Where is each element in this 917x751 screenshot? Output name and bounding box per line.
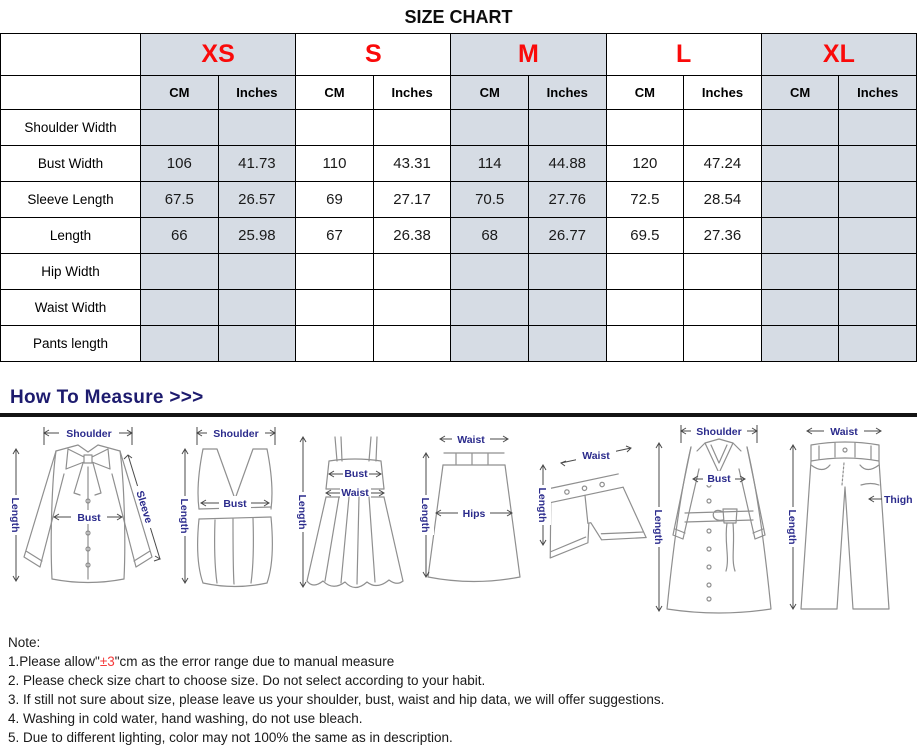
blouse-shoulder-label: Shoulder	[66, 428, 112, 440]
size-value-cell	[761, 110, 839, 146]
note-1-text: 1.Please allow"	[8, 654, 100, 669]
skirt-waist-label: Waist	[457, 434, 485, 446]
table-row-pants-length	[1, 326, 917, 362]
size-value-cell	[141, 326, 219, 362]
table-row-sleeve-length	[1, 182, 917, 218]
size-value-cell	[296, 254, 374, 290]
size-value-cell	[218, 290, 296, 326]
size-header-l: L	[606, 34, 761, 76]
shorts-length-label: Length	[535, 487, 548, 523]
skirt-diagram	[416, 419, 526, 619]
size-value-cell: 69	[296, 182, 374, 218]
notes-heading: Note:	[8, 635, 41, 650]
table-row-length	[1, 218, 917, 254]
size-value-cell	[684, 290, 762, 326]
size-value-cell	[761, 290, 839, 326]
size-value-cell	[528, 110, 606, 146]
size-value-cell	[373, 326, 451, 362]
size-value-cell: 26.38	[373, 218, 451, 254]
table-row-waist-width	[1, 290, 917, 326]
skirt-hips-label: Hips	[462, 508, 486, 520]
note-1-text-cont: "cm as the error range due to manual measure	[114, 654, 395, 669]
size-value-cell	[373, 254, 451, 290]
blouse-diagram	[4, 419, 174, 619]
size-value-cell	[839, 254, 917, 290]
unit-header-row	[1, 76, 917, 110]
size-value-cell: 27.17	[373, 182, 451, 218]
note-line-4: 4. Washing in cold water, hand washing, do not use bleach.	[8, 711, 363, 726]
how-to-measure-heading: How To Measure >>>	[10, 387, 204, 408]
tank-shoulder-label: Shoulder	[212, 428, 259, 440]
size-value-cell: 26.57	[218, 182, 296, 218]
size-value-cell: 25.98	[218, 218, 296, 254]
coat-length-label: Length	[652, 509, 665, 545]
size-value-cell: 110	[296, 146, 374, 182]
size-value-cell	[218, 326, 296, 362]
table-row-hip-width	[1, 254, 917, 290]
row-label: Hip Width	[1, 254, 141, 290]
unit-header-cm: CM	[606, 76, 684, 110]
size-header-row	[1, 34, 917, 76]
unit-header-inches: Inches	[218, 76, 296, 110]
size-value-cell	[839, 146, 917, 182]
size-value-cell: 27.76	[528, 182, 606, 218]
blouse-sleeve-label: Sleeve	[133, 489, 155, 525]
row-label: Bust Width	[1, 146, 141, 182]
size-value-cell	[373, 290, 451, 326]
unit-header-inches: Inches	[684, 76, 762, 110]
row-label: Length	[1, 218, 141, 254]
table-row-bust-width	[1, 146, 917, 182]
row-label: Shoulder Width	[1, 110, 141, 146]
tank-bust-label: Bust	[222, 498, 247, 510]
pants-diagram	[783, 419, 913, 619]
size-header-xs: XS	[141, 34, 296, 76]
size-value-cell: 27.36	[684, 218, 762, 254]
size-value-cell: 120	[606, 146, 684, 182]
size-value-cell	[373, 110, 451, 146]
corner-cell	[1, 76, 141, 110]
pants-waist-label: Waist	[830, 426, 858, 438]
shorts-waist-label: Waist	[581, 450, 610, 462]
note-line-2: 2. Please check size chart to choose size. Do not select according to your habit.	[8, 673, 486, 688]
size-value-cell	[296, 326, 374, 362]
size-value-cell	[839, 218, 917, 254]
size-value-cell	[141, 290, 219, 326]
size-value-cell	[684, 254, 762, 290]
size-value-cell	[528, 326, 606, 362]
size-value-cell: 72.5	[606, 182, 684, 218]
size-value-cell	[451, 110, 529, 146]
dress-diagram	[295, 419, 415, 619]
size-value-cell	[528, 254, 606, 290]
page-title: SIZE CHART	[404, 7, 513, 27]
row-label: Waist Width	[1, 290, 141, 326]
size-value-cell: 67.5	[141, 182, 219, 218]
notes-section	[8, 633, 917, 747]
size-value-cell	[761, 218, 839, 254]
size-value-cell	[761, 146, 839, 182]
size-value-cell: 106	[141, 146, 219, 182]
shorts-diagram	[527, 419, 647, 619]
pants-length-label: Length	[785, 509, 798, 545]
unit-header-inches: Inches	[373, 76, 451, 110]
size-value-cell	[218, 110, 296, 146]
size-value-cell	[761, 254, 839, 290]
size-value-cell: 41.73	[218, 146, 296, 182]
unit-header-inches: Inches	[528, 76, 606, 110]
size-value-cell: 44.88	[528, 146, 606, 182]
coat-diagram	[647, 419, 782, 619]
unit-header-cm: CM	[451, 76, 529, 110]
tank-length-label: Length	[177, 498, 190, 534]
size-value-cell	[451, 326, 529, 362]
row-label: Pants length	[1, 326, 141, 362]
size-value-cell	[451, 254, 529, 290]
skirt-length-label: Length	[418, 497, 431, 533]
note-line-1	[8, 652, 917, 671]
size-value-cell: 66	[141, 218, 219, 254]
size-value-cell: 43.31	[373, 146, 451, 182]
size-value-cell: 114	[451, 146, 529, 182]
size-chart-table	[0, 33, 917, 362]
size-value-cell	[141, 110, 219, 146]
blouse-length-label: Length	[9, 497, 21, 533]
size-value-cell	[141, 254, 219, 290]
size-value-cell	[296, 110, 374, 146]
size-value-cell	[606, 326, 684, 362]
note-error-range-value: ±3	[99, 654, 115, 669]
unit-header-cm: CM	[296, 76, 374, 110]
size-value-cell: 26.77	[528, 218, 606, 254]
unit-header-cm: CM	[141, 76, 219, 110]
tank-top-diagram	[175, 419, 295, 619]
size-value-cell	[218, 254, 296, 290]
table-row-shoulder-width	[1, 110, 917, 146]
size-value-cell	[528, 290, 606, 326]
row-label: Sleeve Length	[1, 182, 141, 218]
dress-bust-label: Bust	[344, 468, 368, 480]
size-value-cell	[684, 326, 762, 362]
size-value-cell: 28.54	[684, 182, 762, 218]
size-value-cell	[839, 110, 917, 146]
size-value-cell	[761, 182, 839, 218]
dress-length-label: Length	[296, 494, 309, 530]
size-value-cell	[839, 290, 917, 326]
size-value-cell	[296, 290, 374, 326]
size-value-cell: 70.5	[451, 182, 529, 218]
size-value-cell: 68	[451, 218, 529, 254]
blouse-bust-label: Bust	[77, 512, 101, 524]
size-header-s: S	[296, 34, 451, 76]
size-header-xl: XL	[761, 34, 916, 76]
note-line-5: 5. Due to different lighting, color may not 100% the same as in description.	[8, 730, 453, 745]
pants-thigh-label: Thigh	[883, 494, 913, 506]
size-value-cell: 69.5	[606, 218, 684, 254]
size-value-cell: 47.24	[684, 146, 762, 182]
size-value-cell	[761, 326, 839, 362]
corner-cell	[1, 34, 141, 76]
size-value-cell	[606, 254, 684, 290]
note-line-3: 3. If still not sure about size, please leave us your shoulder, bust, waist and hip data, we will offer suggestions.	[8, 692, 665, 707]
size-value-cell	[451, 290, 529, 326]
size-value-cell	[684, 110, 762, 146]
size-value-cell	[606, 110, 684, 146]
size-value-cell	[606, 290, 684, 326]
unit-header-inches: Inches	[839, 76, 917, 110]
dress-waist-label: Waist	[341, 487, 370, 499]
unit-header-cm: CM	[761, 76, 839, 110]
coat-bust-label: Bust	[707, 473, 731, 485]
size-value-cell: 67	[296, 218, 374, 254]
size-value-cell	[839, 326, 917, 362]
measure-diagrams	[0, 417, 917, 621]
size-header-m: M	[451, 34, 606, 76]
coat-shoulder-label: Shoulder	[696, 426, 743, 438]
size-value-cell	[839, 182, 917, 218]
